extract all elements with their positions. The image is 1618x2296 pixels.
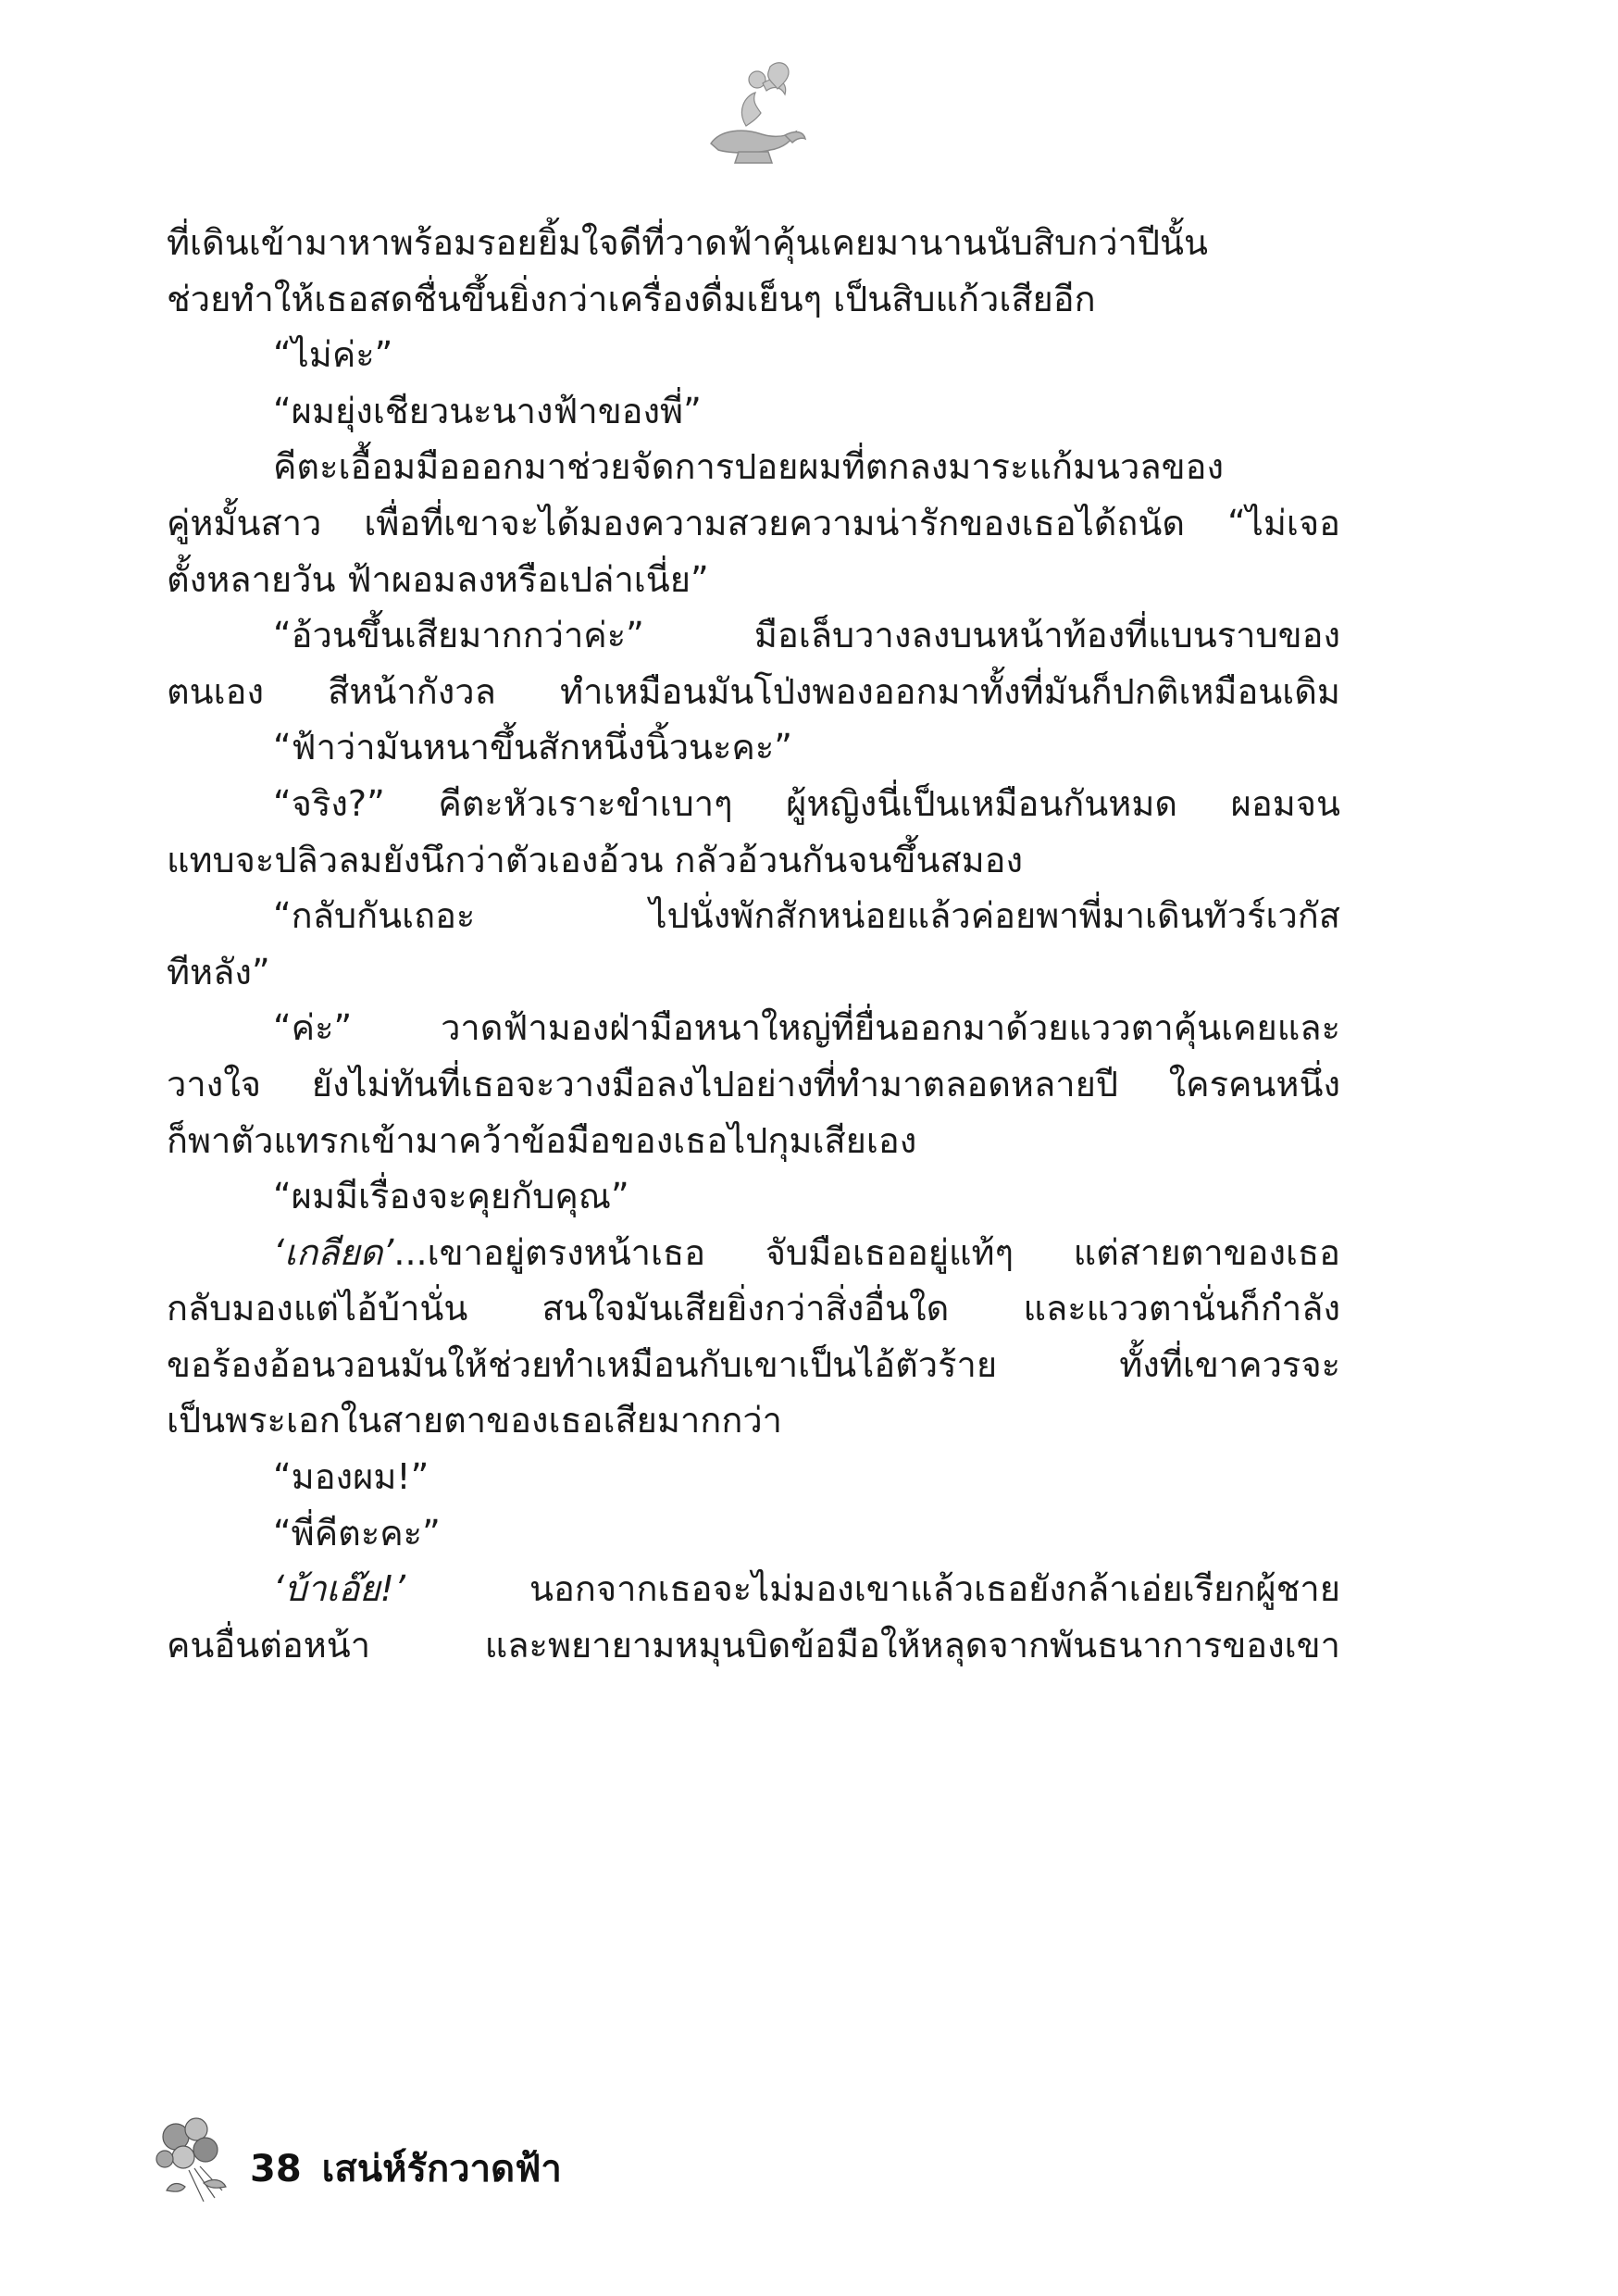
text-line <box>167 439 1340 495</box>
line-text: ช่วยทำให้เธอสดชื่นขึ้นยิ่งกว่าเครื่องดื่มเย็นๆ เป็นสิบแก้วเสียอีก <box>167 278 1096 319</box>
line-text: ...เขาอยู่ตรงหน้าเธอ จับมือเธออยู่แท้ๆ แต่สายตาของเธอ <box>393 1231 1340 1273</box>
footer-text <box>250 2139 562 2198</box>
line-text: เป็นพระเอกในสายตาของเธอเสียมากกว่า <box>167 1400 782 1441</box>
text-line <box>167 1337 1340 1393</box>
page-number: 38 <box>250 2148 302 2190</box>
emphasis-text: ‘เกลียด’ <box>273 1231 394 1273</box>
text-line <box>167 1392 1340 1449</box>
line-text: “ไม่ค่ะ” <box>273 334 393 376</box>
text-line <box>167 1056 1340 1113</box>
line-text: ก็พาตัวแทรกเข้ามาคว้าข้อมือของเธอไปกุมเสียเอง <box>167 1119 917 1161</box>
line-text: คีตะเอื้อมมือออกมาช่วยจัดการปอยผมที่ตกลงมาระแก้มนวลของ <box>273 446 1225 488</box>
book-title: เสน่ห์รักวาดฟ้า <box>321 2148 562 2190</box>
line-text: “กลับกันเถอะ ไปนั่งพักสักหน่อยแล้วค่อยพาพี่มาเดินทัวร์เวกัส <box>273 895 1340 937</box>
line-text: ตั้งหลายวัน ฟ้าผอมลงหรือเปล่าเนี่ย” <box>167 558 709 600</box>
line-text: วางใจ ยังไม่ทันที่เธอจะวางมือลงไปอย่างที่ทำมาตลอดหลายปี ใครคนหนึ่ง <box>167 1063 1340 1104</box>
text-line <box>167 1000 1340 1056</box>
genie-lamp-icon <box>692 56 813 176</box>
text-line <box>167 552 1340 608</box>
line-text: “ผมยุ่งเชียวนะนางฟ้าของพี่” <box>273 390 702 431</box>
text-line <box>167 832 1340 889</box>
line-text: คนอื่นต่อหน้า และพยายามหมุนบิดข้อมือให้หลุดจากพันธนาการของเขา <box>167 1624 1340 1666</box>
flower-bouquet-icon <box>148 2109 250 2211</box>
page-footer <box>148 2109 796 2211</box>
line-text: “ฟ้าว่ามันหนาขึ้นสักหนึ่งนิ้วนะคะ” <box>273 727 792 768</box>
text-line <box>167 495 1340 552</box>
text-line <box>167 1225 1340 1281</box>
text-line <box>167 664 1340 720</box>
text-line <box>167 1280 1340 1337</box>
text-line <box>167 776 1340 832</box>
text-line <box>167 1561 1340 1617</box>
text-line <box>167 1168 1340 1225</box>
line-text: “จริง?” คีตะหัวเราะขำเบาๆ ผู้หญิงนี่เป็นเหมือนกันหมด ผอมจน <box>273 782 1340 824</box>
text-line <box>167 719 1340 776</box>
line-text: “ค่ะ” วาดฟ้ามองฝ่ามือหนาใหญ่ที่ยื่นออกมาด้วยแววตาคุ้นเคยและ <box>273 1007 1340 1049</box>
text-line <box>167 607 1340 664</box>
text-line <box>167 1505 1340 1562</box>
line-text: ตนเอง สีหน้ากังวล ทำเหมือนมันโป่งพองออกมาทั้งที่มันก็ปกติเหมือนเดิม <box>167 670 1340 712</box>
line-text: ทีหลัง” <box>167 951 270 992</box>
line-text: ขอร้องอ้อนวอนมันให้ช่วยทำเหมือนกับเขาเป็นไอ้ตัวร้าย ทั้งที่เขาควรจะ <box>167 1343 1340 1385</box>
line-text: นอกจากเธอจะไม่มองเขาแล้วเธอยังกล้าเอ่ยเรียกผู้ชาย <box>404 1568 1340 1610</box>
text-line <box>167 1449 1340 1505</box>
text-line <box>167 383 1340 440</box>
text-line <box>167 271 1340 328</box>
line-text: คู่หมั้นสาว เพื่อที่เขาจะได้มองความสวยความน่ารักของเธอได้ถนัด “ไม่เจอ <box>167 502 1340 543</box>
emphasis-text: ‘บ้าเอ๊ย!’ <box>273 1568 405 1610</box>
body-text <box>167 215 1340 1673</box>
line-text: กลับมองแต่ไอ้บ้านั่น สนใจมันเสียยิ่งกว่าสิ่งอื่นใด และแววตานั่นก็กำลัง <box>167 1288 1340 1329</box>
line-text: “อ้วนขึ้นเสียมากกว่าค่ะ” มือเล็บวางลงบนหน้าท้องที่แบนราบของ <box>273 615 1340 656</box>
text-line <box>167 215 1340 271</box>
line-text: “ผมมีเรื่องจะคุยกับคุณ” <box>273 1176 629 1217</box>
line-text: “มองผม!” <box>273 1456 429 1498</box>
text-line <box>167 327 1340 383</box>
text-line <box>167 944 1340 1001</box>
text-line <box>167 1113 1340 1169</box>
line-text: ที่เดินเข้ามาหาพร้อมรอยยิ้มใจดีที่วาดฟ้าคุ้นเคยมานานนับสิบกว่าปีนั้น <box>167 222 1208 263</box>
text-line <box>167 888 1340 944</box>
line-text: “พี่คีตะคะ” <box>273 1512 441 1554</box>
line-text: แทบจะปลิวลมยังนึกว่าตัวเองอ้วน กลัวอ้วนกันจนขึ้นสมอง <box>167 839 1024 880</box>
text-line <box>167 1617 1340 1674</box>
